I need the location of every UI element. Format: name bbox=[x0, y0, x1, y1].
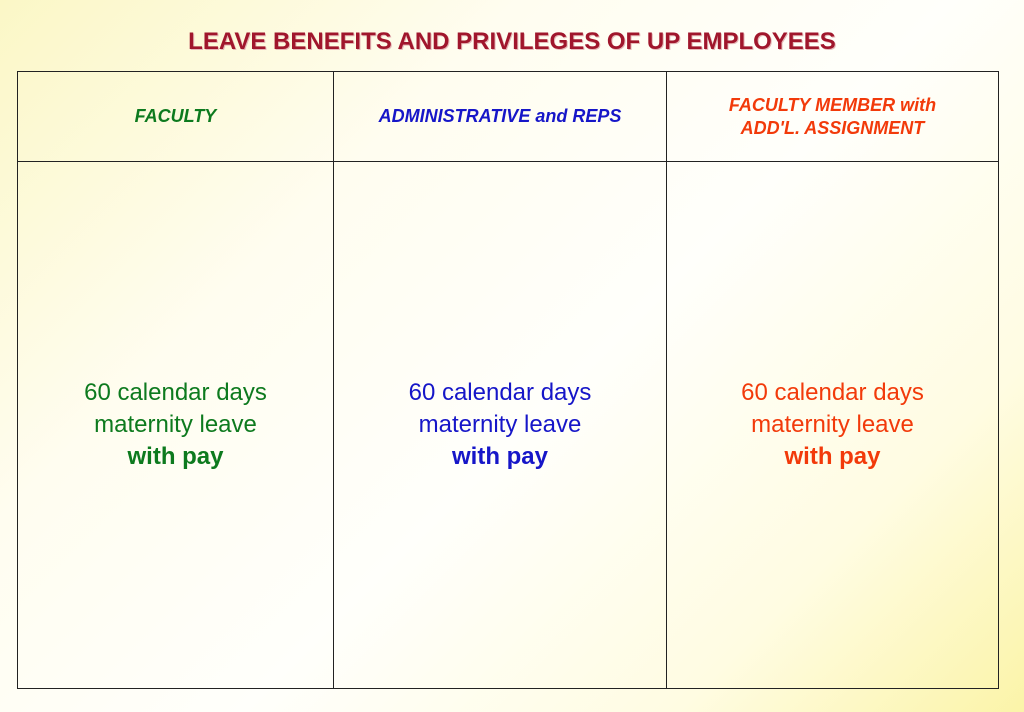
page-title: LEAVE BENEFITS AND PRIVILEGES OF UP EMPLOYEES bbox=[188, 28, 836, 55]
header-faculty-addl-assignment bbox=[666, 72, 998, 162]
cell-faculty-emphasis: with pay bbox=[127, 443, 224, 470]
cell-addl-line-1: 60 calendar days bbox=[741, 379, 924, 406]
cell-addl-emphasis: with pay bbox=[784, 443, 881, 470]
cell-addl-line-2: maternity leave bbox=[751, 411, 914, 438]
cell-administrative-line-1: 60 calendar days bbox=[408, 379, 592, 406]
header-administrative-label: ADMINISTRATIVE and REPS bbox=[378, 106, 622, 126]
cell-administrative bbox=[333, 162, 666, 688]
cell-faculty-line-1: 60 calendar days bbox=[84, 379, 267, 406]
header-addl-line-1: FACULTY MEMBER with bbox=[728, 94, 937, 115]
header-faculty-label: FACULTY bbox=[134, 106, 217, 126]
cell-administrative-line-2: maternity leave bbox=[418, 411, 582, 438]
cell-faculty-addl-assignment bbox=[666, 162, 998, 688]
header-faculty bbox=[18, 72, 333, 162]
leave-benefits-table bbox=[17, 71, 999, 689]
cell-faculty-line-2: maternity leave bbox=[94, 411, 257, 438]
header-addl-line-2: ADD'L. ASSIGNMENT bbox=[740, 117, 925, 138]
header-administrative bbox=[333, 72, 666, 162]
cell-administrative-emphasis: with pay bbox=[451, 443, 548, 470]
cell-faculty bbox=[18, 162, 333, 688]
